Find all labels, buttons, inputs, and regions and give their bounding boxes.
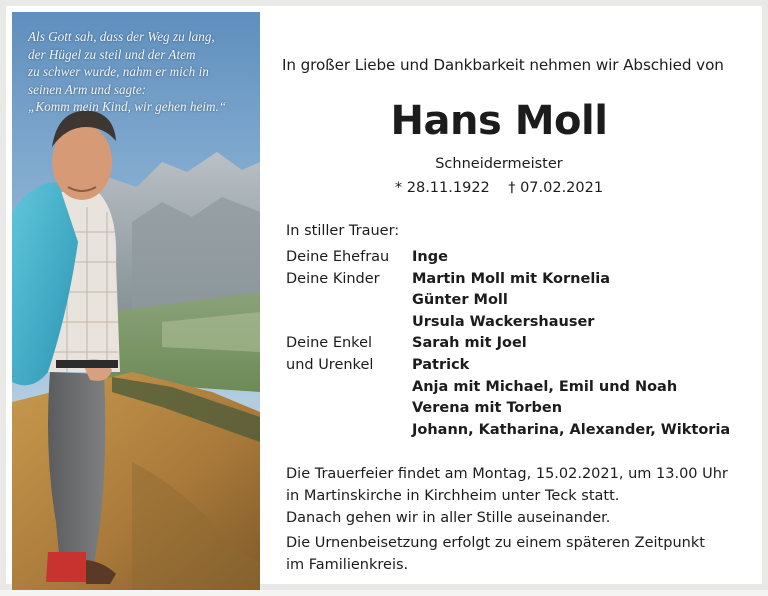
burial-line: im Familienkreis. [286,557,409,573]
relation-label: Deine Enkel [286,335,373,352]
mourner-names: Sarah mit Joel [412,335,527,352]
intro-text: In großer Liebe und Dankbarkeit nehmen wir Abschied von [282,56,724,74]
poem [28,28,260,116]
mourner-names: Inge [412,249,448,265]
relation-label: und Urenkel [286,356,374,373]
urn-burial-info [286,532,705,576]
mourner-names: Patrick [412,356,470,373]
profession: Schneidermeister [435,156,563,172]
relation-label: Deine Kinder [286,270,380,287]
mourner-names: Johann, Katharina, Alexander, Wiktoria [412,421,731,438]
portrait-photo [12,12,260,590]
deceased-name: Hans Moll [390,98,608,144]
mourner-names: Anja mit Michael, Emil und Noah [412,378,678,395]
mourner-names: Martin Moll mit Kornelia [412,270,611,287]
life-dates: * 28.11.1922 † 07.02.2021 [394,180,604,196]
mourning-title: In stiller Trauer: [286,223,400,239]
ceremony-line: Danach gehen wir in aller Stille auseinander. [286,510,611,526]
ceremony-line: in Martinskirche in Kirchheim unter Teck statt. [286,488,620,504]
funeral-service-info [286,463,728,529]
burial-line: Die Urnenbeisetzung erfolgt zu einem späteren Zeitpunkt [286,535,705,551]
relation-label: Deine Ehefrau [286,249,390,265]
mourner-names: Günter Moll [412,292,508,309]
poem-line: zu schwer wurde, nahm er mich in [28,64,209,79]
mourner-names: Ursula Wackershauser [412,313,595,330]
ceremony-line: Die Trauerfeier findet am Montag, 15.02.2021, um 13.00 Uhr [286,466,728,482]
mourner-names: Verena mit Torben [412,400,563,417]
poem-line: „Komm mein Kind, wir gehen heim.“ [28,99,227,114]
obituary-text [264,6,764,596]
poem-line: seinen Arm und sagte: [28,81,147,97]
poem-line: der Hügel zu steil und der Atem [28,46,196,62]
poem-line: Als Gott sah, dass der Weg zu lang, [28,29,215,44]
